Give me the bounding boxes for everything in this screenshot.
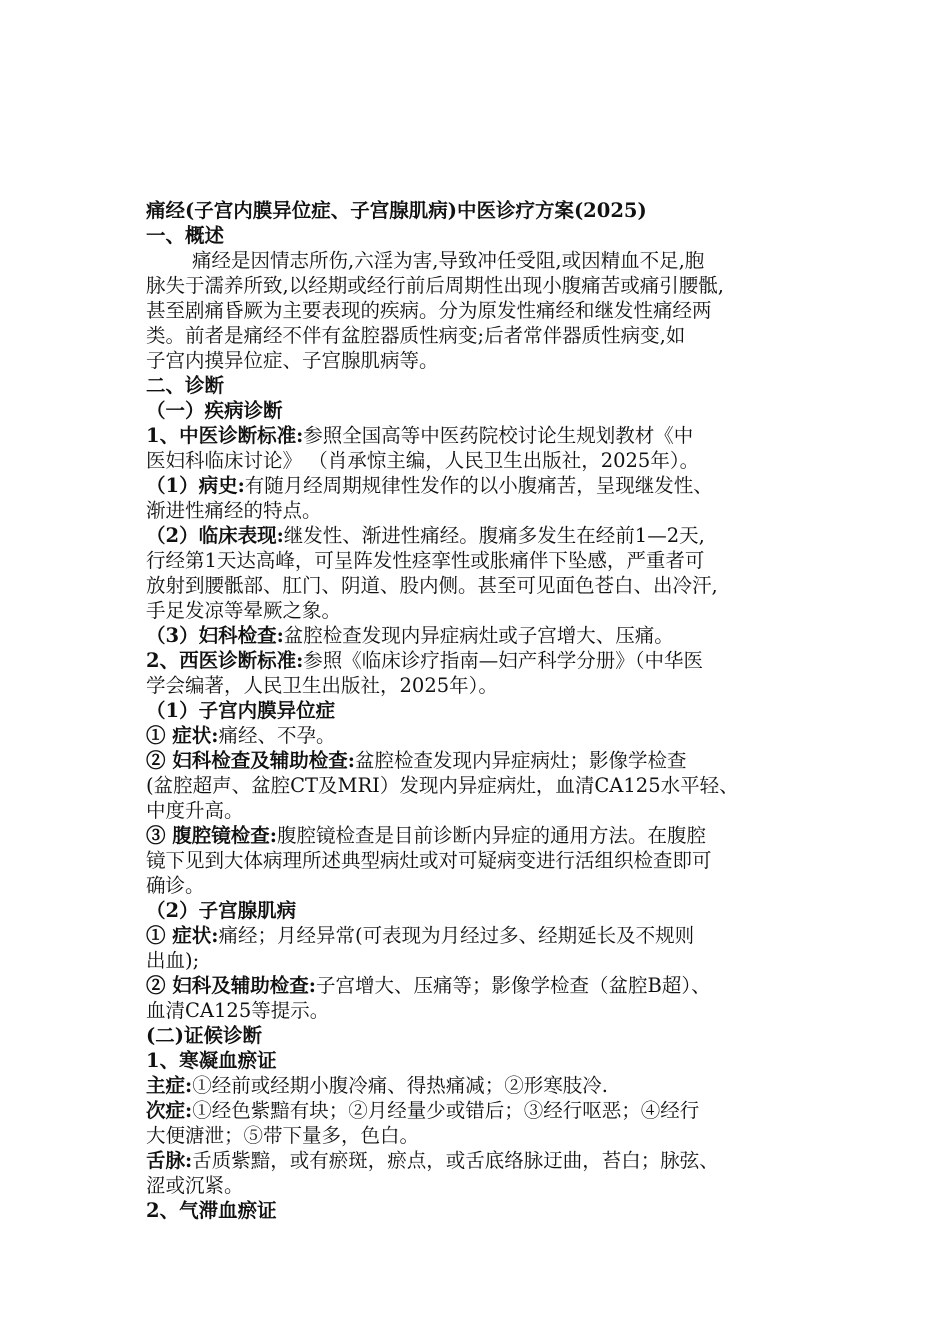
subsection-syndrome-diagnosis: (二)证候诊断 xyxy=(146,1024,262,1047)
secondary-symptom-text: 大便溏泄；⑤带下量多，色白。 xyxy=(146,1124,420,1147)
history-text: 渐进性痛经的特点。 xyxy=(146,499,322,522)
tongue-pulse-text: 涩或沉紧。 xyxy=(146,1174,244,1197)
clinical-text: 继发性、渐进性痛经。腹痛多发生在经前1—2天, xyxy=(283,524,705,547)
overview-paragraph-line: 子宫内摸异位症、子宫腺肌病等。 xyxy=(146,349,439,372)
western-criteria-text: 参照《临床诊疗指南—妇产科学分册》（中华医 xyxy=(303,649,704,672)
tcm-criteria-text: 医妇科临床讨论》 （肖承惊主编，人民卫生出版社，2025年）。 xyxy=(146,449,700,472)
adeno-exam-text: 子宫增大、压痛等；影像学检查（盆腔B超）、 xyxy=(316,974,711,997)
document-title: 痛经(子宫内膜异位症、子宫腺肌病)中医诊疗方案(2025) xyxy=(146,199,647,222)
endo-laparoscopy-label: ③ 腹腔镜检查: xyxy=(146,824,277,847)
overview-paragraph-line: 痛经是因情志所伤,六淫为害,导致冲任受阻,或因精血不足,胞 xyxy=(192,249,705,272)
endo-exam-label: ② 妇科检查及辅助检查: xyxy=(146,749,355,772)
endometriosis-heading: （1）子宫内膜异位症 xyxy=(146,699,336,722)
western-criteria-label: 2、西医诊断标准: xyxy=(146,649,304,672)
tcm-criteria-text: 参照全国高等中医药院校讨论生规划教材《中 xyxy=(303,424,694,447)
history-label: （1）病史: xyxy=(146,474,245,497)
overview-paragraph-line: 类。前者是痛经不伴有盆腔器质性病变;后者常伴器质性病变,如 xyxy=(146,324,686,347)
gyn-exam-text: 盆腔检查发现内异症病灶或子宫增大、压痛。 xyxy=(283,624,674,647)
endo-exam-text: 盆腔检查发现内异症病灶；影像学检查 xyxy=(355,749,687,772)
clinical-text: 手足发凉等晕厥之象。 xyxy=(146,599,342,622)
subsection-disease-diagnosis: （一）疾病诊断 xyxy=(146,399,283,422)
endo-symptom-text: 痛经、不孕。 xyxy=(218,724,336,747)
overview-paragraph-line: 脉失于濡养所致,以经期或经行前后周期性出现小腹痛苦或痛引腰骶, xyxy=(146,274,724,297)
adeno-symptom-text: 痛经；月经异常(可表现为月经过多、经期延长及不规则 xyxy=(218,924,695,947)
section-heading-overview: 一、概述 xyxy=(146,224,225,247)
adenomyosis-heading: （2）子宫腺肌病 xyxy=(146,899,297,922)
endo-symptom-label: ① 症状: xyxy=(146,724,219,747)
cold-stasis-heading: 1、寒凝血瘀证 xyxy=(146,1049,277,1072)
gyn-exam-label: （3）妇科检查: xyxy=(146,624,284,647)
clinical-text: 行经第1天达高峰，可呈阵发性痉挛性或胀痛伴下坠感，严重者可 xyxy=(146,549,705,572)
history-text: 有随月经周期规律性发作的以小腹痛苦，呈现继发性、 xyxy=(244,474,713,497)
endo-exam-text: (盆腔超声、盆腔CT及MRI）发现内异症病灶，血清CA125水平轻、 xyxy=(146,774,739,797)
endo-laparoscopy-text: 腹腔镜检查是目前诊断内异症的通用方法。在腹腔 xyxy=(277,824,707,847)
clinical-text: 放射到腰骶部、肛门、阴道、股内侧。甚至可见面色苍白、出冷汗, xyxy=(146,574,718,597)
tcm-criteria-label: 1、中医诊断标准: xyxy=(146,424,304,447)
tongue-pulse-label: 舌脉: xyxy=(146,1149,193,1172)
clinical-label: （2）临床表现: xyxy=(146,524,284,547)
secondary-symptom-text: ①经色紫黯有块；②月经量少或错后；③经行呕恶；④经行 xyxy=(192,1099,700,1122)
adeno-symptom-label: ① 症状: xyxy=(146,924,219,947)
adeno-symptom-text: 出血); xyxy=(146,949,200,972)
endo-laparoscopy-text: 确诊。 xyxy=(146,874,205,897)
qi-stasis-heading: 2、气滞血瘀证 xyxy=(146,1199,277,1222)
tongue-pulse-text: 舌质紫黯，或有瘀斑，瘀点，或舌底络脉迂曲，苔白；脉弦、 xyxy=(192,1149,719,1172)
main-symptom-label: 主症: xyxy=(146,1074,193,1097)
main-symptom-text: ①经前或经期小腹冷痛、得热痛减；②形寒肢冷. xyxy=(192,1074,608,1097)
adeno-exam-label: ② 妇科及辅助检查: xyxy=(146,974,316,997)
overview-paragraph-line: 甚至剧痛昏厥为主要表现的疾病。分为原发性痛经和继发性痛经两 xyxy=(146,299,712,322)
endo-laparoscopy-text: 镜下见到大体病理所述典型病灶或对可疑病变进行活组织检查即可 xyxy=(146,849,712,872)
western-criteria-text: 学会编著，人民卫生出版社，2025年）。 xyxy=(146,674,498,697)
adeno-exam-text: 血清CA125等提示。 xyxy=(146,999,330,1022)
endo-exam-text: 中度升高。 xyxy=(146,799,244,822)
secondary-symptom-label: 次症: xyxy=(146,1099,193,1122)
document-page xyxy=(146,198,818,1223)
section-heading-diagnosis: 二、诊断 xyxy=(146,374,225,397)
